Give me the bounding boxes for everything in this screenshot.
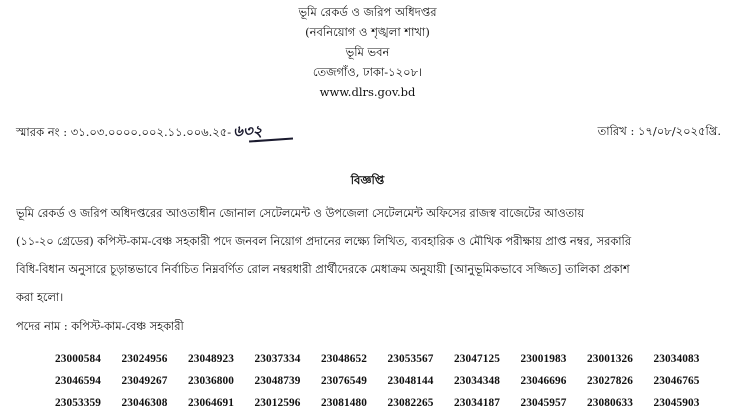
roll-row: [55, 391, 735, 413]
roll-number: 23048144: [387, 375, 434, 387]
roll-number-list: [55, 347, 735, 413]
roll-number: 23076549: [321, 375, 367, 387]
roll-number: 23082265: [387, 397, 434, 409]
paragraph-line-4: করা হলো।: [16, 291, 64, 304]
roll-number: 23037334: [254, 353, 301, 365]
roll-number: 23045903: [653, 397, 700, 409]
handwritten-memo-number: ৬৩২: [233, 122, 263, 140]
roll-number: 23053359: [55, 397, 101, 409]
roll-number: 23000584: [55, 353, 101, 365]
roll-number: 23049267: [121, 375, 168, 387]
roll-number: 23024956: [121, 353, 168, 365]
roll-number: 23036800: [188, 375, 234, 387]
roll-number: 23034348: [454, 375, 500, 387]
website-link[interactable]: www.dlrs.gov.bd: [319, 85, 416, 99]
roll-number: 23046308: [121, 397, 168, 409]
roll-number: 23047125: [454, 353, 500, 365]
paragraph-line-2: (১১-২০ গ্রেডের) কপিস্ট-কাম-বেঞ্চ সহকারী পদে জনবল নিয়োগ প্রদানের লক্ষ্যে লিখিত, ব্যবহারিক ও মৌখিক পরীক্ষায় প্রাপ্ত নম্বর, সরকারি: [16, 235, 631, 248]
roll-number: 23012596: [254, 397, 301, 409]
branch-name: (নবনিয়োগ ও শৃঙ্খলা শাখা): [305, 25, 430, 39]
building-name: ভূমি ভবন: [345, 45, 390, 59]
roll-number: 23048739: [254, 375, 301, 387]
paragraph-line-3: বিধি-বিধান অনুসারে চূড়ান্তভাবে নির্বাচিত নিম্নবর্ণিত রোল নম্বরধারী প্রার্থীদেরকে মেধাক্রম অনুযায়ী [আনুভূমিকভাবে সজ্জিত] তালিকা প্রকাশ: [16, 263, 630, 276]
roll-number: 23046765: [653, 375, 700, 387]
roll-number: 23034083: [653, 353, 700, 365]
memo-label: স্মারক নং : ৩১.০৩.০০০০.০০২.১১.০০৬.২৫-: [16, 125, 232, 139]
date-label: তারিখ : ১৭/০৮/২০২৫খ্রি.: [597, 124, 721, 138]
roll-number: 23080633: [587, 397, 633, 409]
roll-number: 23045957: [520, 397, 567, 409]
roll-number: 23053567: [387, 353, 434, 365]
roll-number: 23027826: [587, 375, 633, 387]
roll-number: 23001326: [587, 353, 633, 365]
org-name: ভূমি রেকর্ড ও জরিপ অধিদপ্তর: [298, 5, 437, 19]
reference-row: [16, 122, 721, 142]
roll-number: 23081480: [321, 397, 367, 409]
address: তেজগাঁও, ঢাকা-১২০৮।: [312, 65, 423, 79]
post-name: পদের নাম : কপিস্ট-কাম-বেঞ্চ সহকারী: [16, 320, 184, 333]
paragraph-line-1: ভূমি রেকর্ড ও জরিপ অধিদপ্তরের আওতাধীন জোনাল সেটেলমেন্ট ও উপজেলা সেটেলমেন্ট অফিসের রাজস্ব বাজেটের আওতায়: [16, 207, 585, 220]
roll-number: 23046696: [520, 375, 567, 387]
roll-row: [55, 369, 735, 391]
roll-number: 23001983: [520, 353, 567, 365]
roll-number: 23064691: [188, 397, 234, 409]
roll-number: 23034187: [454, 397, 500, 409]
roll-row: [55, 347, 735, 369]
memo-reference: [16, 122, 262, 141]
roll-number: 23046594: [55, 375, 101, 387]
notice-title: বিজ্ঞপ্তি: [350, 173, 385, 187]
roll-number: 23048923: [188, 353, 234, 365]
roll-number: 23048652: [321, 353, 367, 365]
